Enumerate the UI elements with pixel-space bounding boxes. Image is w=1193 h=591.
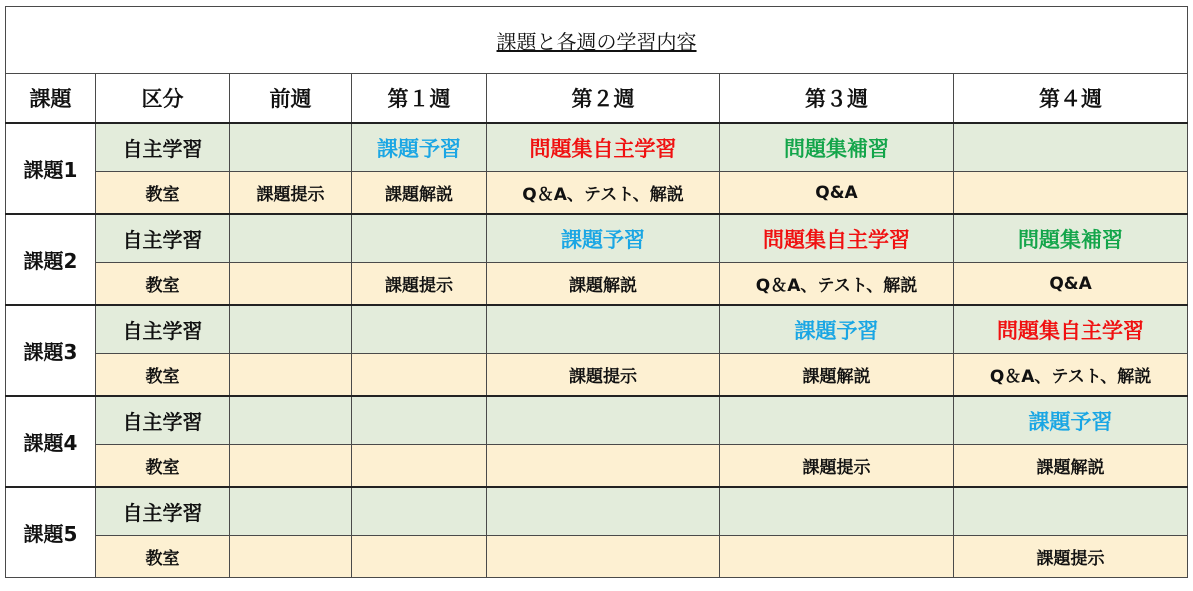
self-study-cell [352, 487, 487, 536]
classroom-cell [230, 536, 352, 578]
kubun-classroom: 教室 [96, 445, 230, 488]
classroom-cell [720, 536, 954, 578]
classroom-cell [487, 536, 720, 578]
self-study-cell [720, 123, 954, 172]
activity-label: 課題予習 [561, 227, 645, 252]
activity-label: 問題集補習 [784, 136, 889, 161]
classroom-cell: 課題提示 [720, 445, 954, 488]
activity-label: 問題集自主学習 [763, 227, 910, 252]
self-study-cell [720, 487, 954, 536]
classroom-cell: Q&A [720, 172, 954, 215]
kubun-self-study: 自主学習 [96, 214, 230, 263]
kubun-classroom: 教室 [96, 536, 230, 578]
classroom-cell: 課題提示 [230, 172, 352, 215]
self-study-cell [230, 487, 352, 536]
kubun-self-study: 自主学習 [96, 396, 230, 445]
self-study-row [6, 487, 1188, 536]
header-prev-week: 前週 [230, 74, 352, 124]
self-study-cell [954, 396, 1188, 445]
header-week-1: 第１週 [352, 74, 487, 124]
task-name: 課題4 [6, 396, 96, 487]
schedule-table [5, 6, 1188, 578]
self-study-row [6, 396, 1188, 445]
self-study-row [6, 305, 1188, 354]
self-study-row [6, 214, 1188, 263]
activity-label: 課題予習 [794, 318, 879, 343]
header-task: 課題 [6, 74, 96, 124]
classroom-row [6, 445, 1188, 488]
activity-label: 課題予習 [377, 136, 461, 161]
self-study-cell [487, 214, 720, 263]
header-row [6, 74, 1188, 124]
kubun-classroom: 教室 [96, 172, 230, 215]
activity-label: 問題集補習 [1018, 227, 1124, 252]
self-study-cell [487, 396, 720, 445]
classroom-cell [230, 354, 352, 397]
kubun-classroom: 教室 [96, 354, 230, 397]
classroom-cell [954, 172, 1188, 215]
self-study-cell [720, 305, 954, 354]
kubun-self-study: 自主学習 [96, 123, 230, 172]
self-study-cell [954, 305, 1188, 354]
classroom-row [6, 354, 1188, 397]
header-week-2: 第２週 [487, 74, 720, 124]
classroom-cell: 課題提示 [487, 354, 720, 397]
classroom-cell [352, 354, 487, 397]
table-title: 課題と各週の学習内容 [496, 29, 697, 54]
classroom-cell: 課題提示 [954, 536, 1188, 578]
self-study-cell [352, 123, 487, 172]
task-name: 課題5 [6, 487, 96, 578]
self-study-cell [720, 396, 954, 445]
classroom-cell [230, 445, 352, 488]
task-name: 課題3 [6, 305, 96, 396]
classroom-cell: Q&A [954, 263, 1188, 306]
self-study-cell [230, 305, 352, 354]
table-title-cell [6, 7, 1188, 74]
header-week-3: 第３週 [720, 74, 954, 124]
classroom-cell: 課題解説 [720, 354, 954, 397]
self-study-cell [230, 123, 352, 172]
self-study-cell [230, 396, 352, 445]
self-study-cell [352, 396, 487, 445]
task-name: 課題2 [6, 214, 96, 305]
self-study-cell [954, 123, 1188, 172]
kubun-self-study: 自主学習 [96, 305, 230, 354]
classroom-row [6, 172, 1188, 215]
activity-label: 課題予習 [1028, 409, 1113, 434]
classroom-cell [352, 536, 487, 578]
activity-label: 問題集自主学習 [997, 318, 1145, 343]
classroom-cell: 課題提示 [352, 263, 487, 306]
self-study-cell [487, 487, 720, 536]
title-row [6, 7, 1188, 74]
header-week-4: 第４週 [954, 74, 1188, 124]
self-study-cell [954, 214, 1188, 263]
self-study-cell [487, 123, 720, 172]
self-study-row [6, 123, 1188, 172]
classroom-cell: 課題解説 [352, 172, 487, 215]
classroom-cell: Q＆A、テスト、解説 [954, 354, 1188, 397]
classroom-cell [487, 445, 720, 488]
classroom-row [6, 263, 1188, 306]
schedule-body [6, 7, 1188, 578]
classroom-cell: Q＆A、テスト、解説 [487, 172, 720, 215]
classroom-cell [230, 263, 352, 306]
header-kubun: 区分 [96, 74, 230, 124]
classroom-cell [352, 445, 487, 488]
classroom-row [6, 536, 1188, 578]
classroom-cell: Q＆A、テスト、解説 [720, 263, 954, 306]
self-study-cell [352, 305, 487, 354]
self-study-cell [230, 214, 352, 263]
task-name: 課題1 [6, 123, 96, 214]
kubun-classroom: 教室 [96, 263, 230, 306]
activity-label: 問題集自主学習 [529, 136, 677, 161]
classroom-cell: 課題解説 [954, 445, 1188, 488]
self-study-cell [352, 214, 487, 263]
classroom-cell: 課題解説 [487, 263, 720, 306]
self-study-cell [487, 305, 720, 354]
kubun-self-study: 自主学習 [96, 487, 230, 536]
self-study-cell [954, 487, 1188, 536]
self-study-cell [720, 214, 954, 263]
